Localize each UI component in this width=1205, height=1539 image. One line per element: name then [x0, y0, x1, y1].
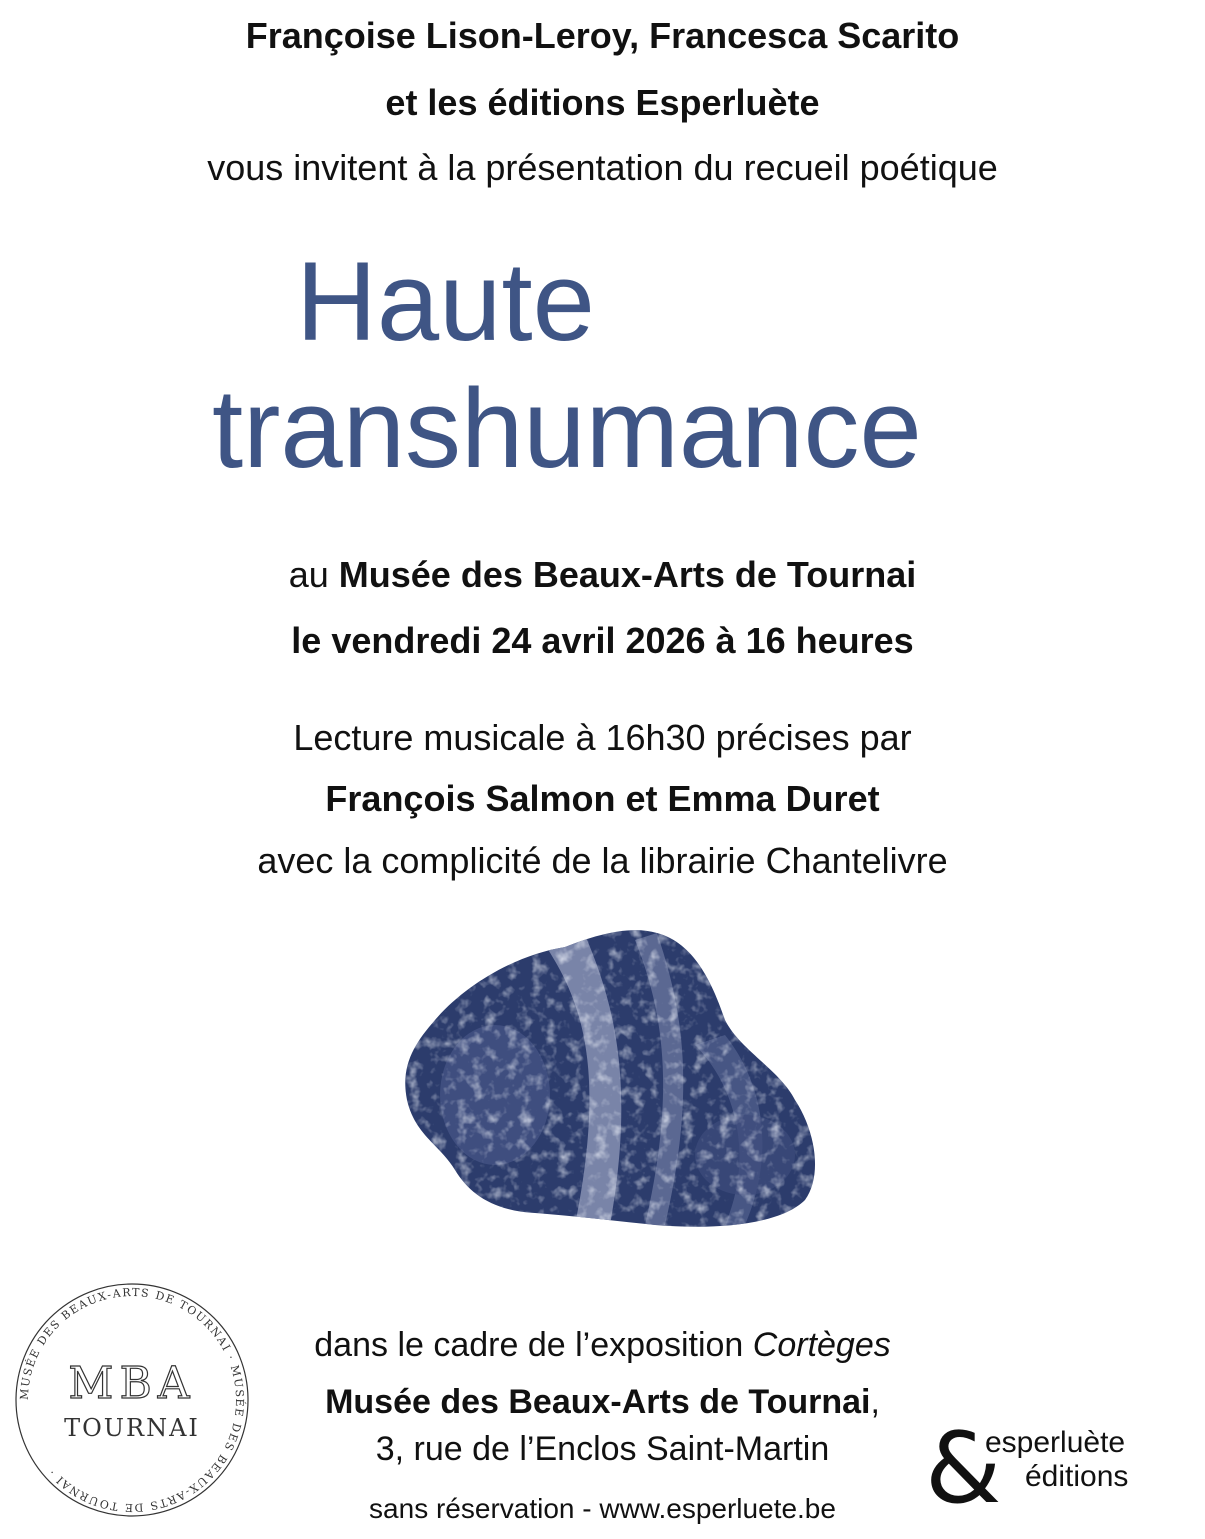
stone-body: [395, 925, 825, 1235]
event-date: le vendredi 24 avril 2026 à 16 heures: [291, 620, 914, 661]
book-title-line-2: transhumance: [212, 366, 922, 491]
invite-line: vous invitent à la présentation du recueil poétique: [207, 147, 998, 188]
exhibition-line: [0, 1328, 1205, 1362]
museum-name: Musée des Beaux-Arts de Tournai: [325, 1383, 871, 1421]
reading-line-3: avec la complicité de la librairie Chantelivre: [257, 840, 948, 881]
reading-line-1: Lecture musicale à 16h30 précises par: [293, 717, 912, 758]
exhibition-name: Cortèges: [752, 1326, 891, 1364]
esperluete-logo: [925, 1412, 1205, 1526]
hosts-line-1: Françoise Lison-Leroy, Francesca Scarito: [245, 15, 960, 56]
museum-line: [0, 1385, 1205, 1419]
venue-line: [0, 554, 1205, 595]
venue-name: Musée des Beaux-Arts de Tournai: [338, 554, 917, 595]
book-title-line-1: Haute: [296, 239, 595, 364]
reading-performers: François Salmon et Emma Duret: [325, 778, 880, 819]
venue-prefix: au: [288, 554, 339, 595]
mba-city: TOURNAI: [64, 1414, 200, 1442]
hosts-line-2: et les éditions Esperluète: [385, 82, 820, 123]
stone-illustration: [395, 925, 825, 1235]
address-line: 3, rue de l’Enclos Saint-Martin: [375, 1430, 830, 1468]
ampersand-icon: &: [925, 1412, 1002, 1526]
mba-ring-text: MUSÉE DES BEAUX-ARTS DE TOURNAI · MUSÉE DES BEAUX-ARTS DE TOURNAI ·: [17, 1285, 247, 1515]
publisher-name: esperluète: [985, 1426, 1126, 1459]
publisher-subname: éditions: [1025, 1460, 1129, 1493]
exhibition-prefix: dans le cadre de l’exposition: [314, 1326, 753, 1364]
mba-mark: MBA: [68, 1358, 196, 1409]
contact-line: sans réservation - www.esperluete.be: [369, 1493, 836, 1524]
museum-comma: ,: [870, 1383, 880, 1421]
